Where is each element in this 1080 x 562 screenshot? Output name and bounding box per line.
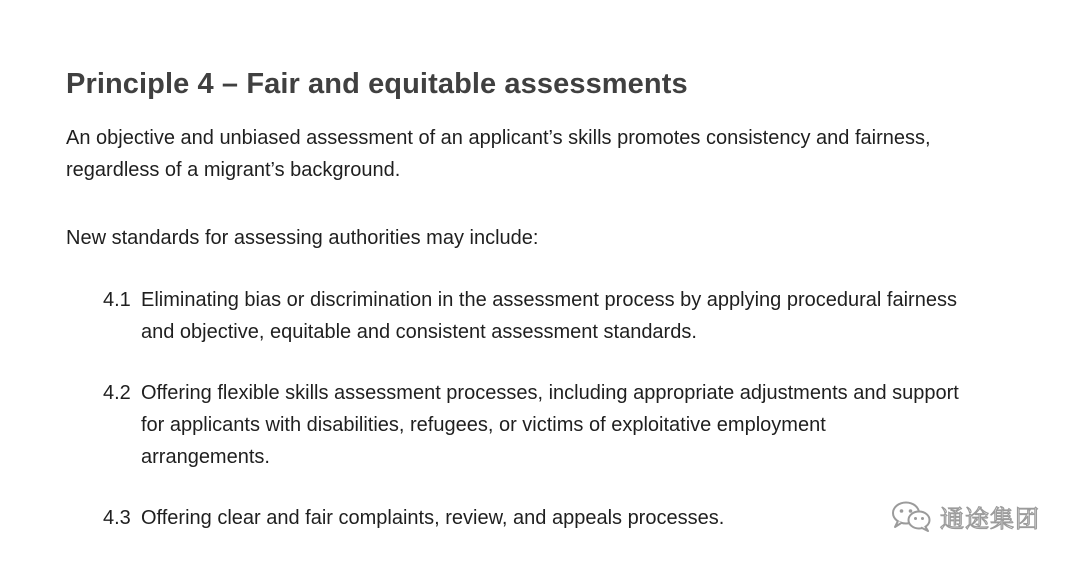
list-item-text: Offering clear and fair complaints, review, and appeals processes. [141, 507, 725, 529]
watermark [890, 498, 1040, 534]
intro-paragraph [66, 122, 931, 186]
intro-line: An objective and unbiased assessment of an applicant’s skills promotes consistency and fairness, [66, 127, 931, 149]
list-item-number: 4.2 [103, 382, 131, 404]
watermark-text: 通途集团 [940, 504, 1040, 533]
section-heading: Principle 4 – Fair and equitable assessments [66, 68, 688, 100]
wechat-icon [890, 500, 932, 532]
standards-intro: New standards for assessing authorities may include: [66, 227, 539, 249]
list-item-text: Offering flexible skills assessment processes, including appropriate adjustments and support for applicants with disabilities, refugees, or victims of exploitative employment arrangements. [141, 382, 959, 468]
list-item-text: Eliminating bias or discrimination in the assessment process by applying procedural fairness and objective, equitable and consistent assessment standards. [141, 289, 957, 343]
list-item-number: 4.3 [103, 507, 131, 529]
intro-line: regardless of a migrant’s background. [66, 159, 401, 181]
list-item-number: 4.1 [103, 289, 131, 311]
